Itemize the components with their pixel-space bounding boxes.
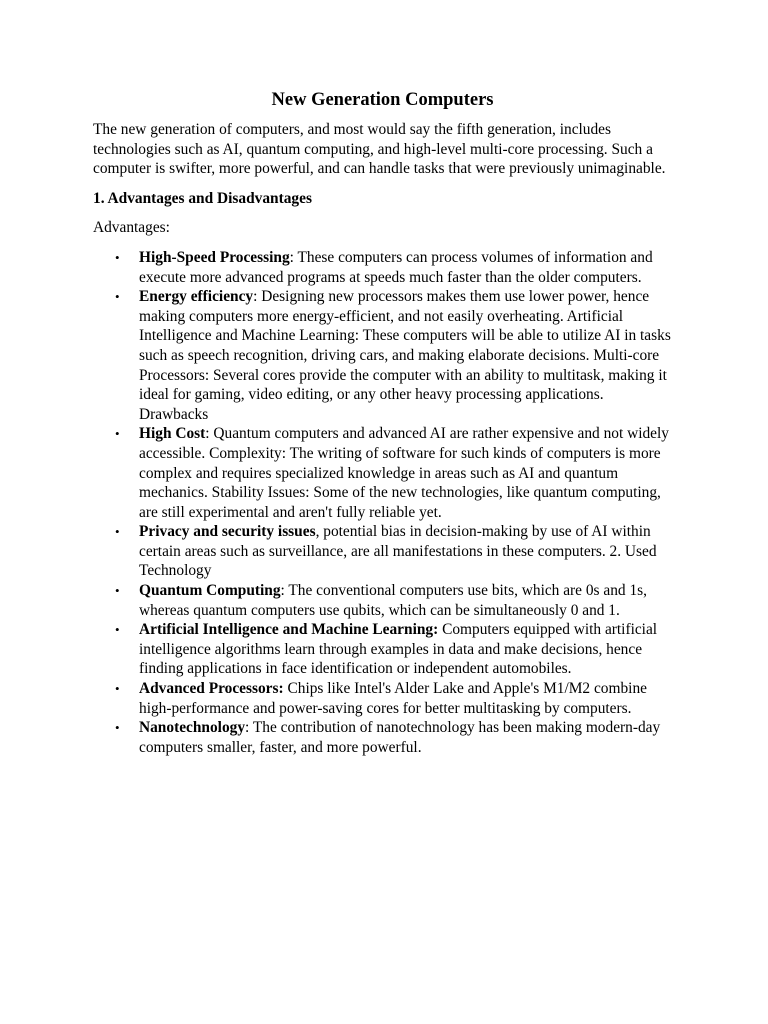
list-item-term: Energy efficiency	[139, 288, 254, 306]
page-title: New Generation Computers	[271, 90, 494, 110]
list-item	[115, 718, 672, 757]
intro-paragraph: The new generation of computers, and most would say the fifth generation, includes technologies such as AI, quantum computing, and high-level multi-core processing. Such a computer is swifter, more powerful, and can handle tasks that were previously unimaginable.	[93, 121, 666, 178]
list-item	[115, 424, 672, 522]
section-heading: 1. Advantages and Disadvantages	[93, 189, 312, 207]
bullet-icon: •	[115, 289, 120, 305]
list-item-text: , potential bias in decision-making by use of AI within certain areas such as surveillance, are all manifestations in these computers. 2. Used Technology	[139, 523, 657, 580]
list-item	[115, 620, 672, 679]
list-item	[115, 248, 672, 287]
list-item-term: Advanced Processors:	[139, 680, 284, 698]
bullet-icon: •	[115, 720, 120, 736]
list-item	[115, 679, 672, 718]
list-item-text: Chips like Intel's Alder Lake and Apple's M1/M2 combine high-performance and power-saving cores for better multitasking by computers.	[139, 680, 647, 717]
list-item-text: : These computers can process volumes of information and execute more advanced programs at speeds much faster than the older computers.	[139, 248, 653, 286]
list-item	[115, 522, 672, 581]
list-item-text: : The conventional computers use bits, which are 0s and 1s, whereas quantum computers use qubits, which can be simultaneously 0 and 1.	[139, 582, 647, 619]
bullet-icon: •	[115, 583, 120, 599]
bullet-icon: •	[115, 681, 120, 697]
list-item-text: : The contribution of nanotechnology has been making modern-day computers smaller, faster, and more powerful.	[139, 719, 661, 756]
bullet-list	[93, 248, 672, 757]
list-item	[115, 581, 672, 620]
bullet-icon: •	[115, 249, 120, 265]
list-item-term: High Cost	[139, 425, 206, 443]
bullet-icon: •	[115, 426, 120, 442]
list-item-term: High-Speed Processing	[139, 248, 290, 266]
list-item-term: Artificial Intelligence and Machine Learning:	[139, 621, 439, 639]
bullet-icon: •	[115, 622, 120, 638]
list-item-term: Nanotechnology	[139, 719, 246, 737]
list-item-text: : Quantum computers and advanced AI are rather expensive and not widely accessible. Complexity: The writing of software for such kinds of computers is more complex and requires specialized knowledge in areas such as AI and quantum mechanics. Stability Issues: Some of the new technologies, like quantum computing, are still experimental and aren't fully reliable yet.	[139, 425, 669, 521]
advantages-label: Advantages:	[93, 219, 170, 237]
bullet-icon: •	[115, 524, 120, 540]
list-item-term: Quantum Computing	[139, 582, 281, 600]
list-item-text: Computers equipped with artificial intelligence algorithms learn through examples in data and make decisions, hence finding applications in face identification or independent automobiles.	[139, 621, 658, 678]
list-item-text: : Designing new processors makes them use lower power, hence making computers more energy-efficient, and not easily overheating. Artificial Intelligence and Machine Learning: These computers will be able to utilize AI in tasks such as speech recognition, driving cars, and making elaborate decisions. Multi-core Processors: Several cores provide the computer with an ability to multitask, making it ideal for gaming, video editing, or any other heavy processing applications. Drawbacks	[139, 288, 671, 423]
list-item-term: Privacy and security issues	[139, 523, 316, 541]
list-item	[115, 287, 672, 424]
